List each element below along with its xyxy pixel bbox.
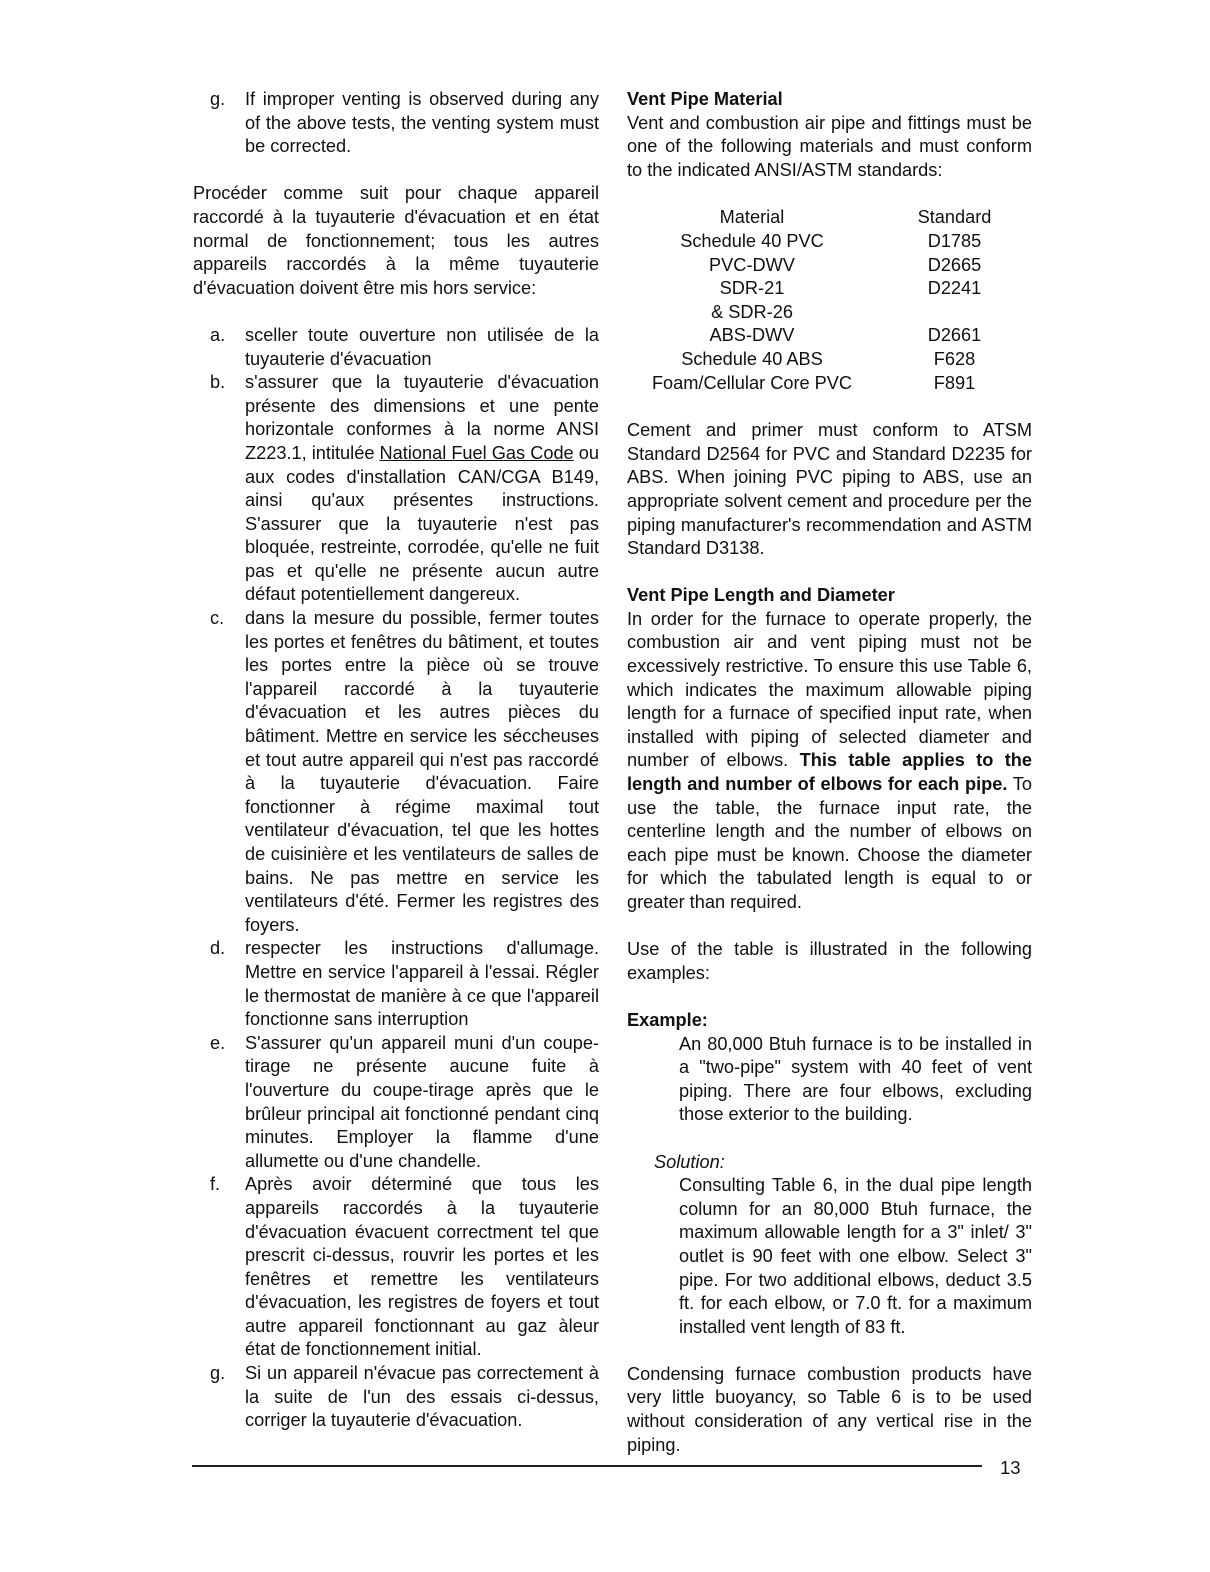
standard-cell: D2661 <box>927 325 982 346</box>
list-marker: d. <box>210 938 226 959</box>
list-marker: g. <box>210 1363 226 1384</box>
vent-length-text: In order for the furnace to operate properly, the combustion air and vent piping must not be excessively restrictive. To ensure this use Table 6, which indicates the maximum allowable piping length for a furnace of specified input rate, when installed with piping of selected diameter and number of elbows. <box>627 608 1032 771</box>
table-row <box>627 324 1032 348</box>
solution-label: Solution: <box>654 1151 725 1172</box>
list-item-text: S'assurer qu'un appareil muni d'un coupe-tirage ne présente aucune fuite à l'ouverture du coupe-tirage après que le brûleur principal ait fonctionné pendant cinq minutes. Employer la flamme d'une allumette ou d'une chandelle. <box>245 1032 599 1171</box>
material-cell: Foam/Cellular Core PVC <box>651 372 853 393</box>
list-item-d <box>193 937 599 1031</box>
table-row <box>627 254 1032 278</box>
vent-pipe-material-heading: Vent Pipe Material <box>627 89 783 109</box>
list-item-g-english <box>193 88 599 159</box>
material-cell: PVC-DWV <box>709 254 795 275</box>
vent-length-bold-note: This table applies to the length and number of elbows for each pipe. <box>627 750 1032 795</box>
page-number: 13 <box>1000 1457 1021 1478</box>
material-cell: & SDR-26 <box>711 301 793 322</box>
table-header-row <box>627 206 1032 230</box>
left-column <box>193 88 599 1433</box>
french-list <box>193 324 599 1433</box>
vent-length-paragraph <box>627 608 1032 915</box>
vent-pipe-length-heading: Vent Pipe Length and Diameter <box>627 585 895 606</box>
list-marker: e. <box>210 1032 226 1053</box>
table-row <box>627 372 1032 396</box>
table-row <box>627 277 1032 301</box>
material-cell: SDR-21 <box>719 278 785 299</box>
list-item-g-french <box>193 1362 599 1433</box>
material-cell: Schedule 40 ABS <box>681 348 823 369</box>
list-item-b <box>193 371 599 607</box>
list-item-text: s'assurer que la tuyauterie d'évacuation présente des dimensions et une pente horizontale conformes à la norme ANSI Z223.1, intitulée <box>245 372 599 463</box>
solution-text: Consulting Table 6, in the dual pipe length column for an 80,000 Btuh furnace, the maximum allowable length for a 3" inlet/ 3" outlet is 90 feet with one elbow. Select 3" pipe. For two additional elbows, deduct 3.5 ft. for each elbow, or 7.0 ft. for a maximum installed vent length of 83 ft. <box>679 1175 1032 1337</box>
list-item-text: Si un appareil n'évacue pas correctement à la suite de l'un des essais ci-dessus, corriger la tuyauterie d'évacuation. <box>245 1363 599 1431</box>
table-row <box>627 301 1032 325</box>
material-cell: ABS-DWV <box>709 325 795 346</box>
material-standards-table <box>627 206 1032 395</box>
table-row <box>627 230 1032 254</box>
table-header-material: Material <box>719 207 785 228</box>
standard-cell: F628 <box>933 348 976 369</box>
table-usage-intro: Use of the table is illustrated in the following examples: <box>627 939 1032 983</box>
table-row <box>627 348 1032 372</box>
list-marker: g. <box>210 89 226 109</box>
right-column <box>627 88 1032 1481</box>
list-item-text: respecter les instructions d'allumage. Mettre en service l'appareil à l'essai. Régler le thermostat de manière à ce que l'appareil fonctionne sans interruption <box>245 938 599 1030</box>
code-title-underlined: National Fuel Gas Code <box>379 442 574 463</box>
french-intro-paragraph: Procéder comme suit pour chaque appareil raccordé à la tuyauterie d'évacuation et en état normal de fonctionnement; tous les autres appareils raccordés à la même tuyauterie d'évacuation doivent être mis hors service: <box>193 183 599 298</box>
list-item-c <box>193 607 599 937</box>
standard-cell <box>877 301 1032 325</box>
list-marker: f. <box>210 1174 221 1195</box>
standard-cell: D1785 <box>927 230 982 251</box>
footer-rule <box>192 1465 982 1467</box>
list-item-text: sceller toute ouverture non utilisée de la tuyauterie d'évacuation <box>245 324 599 369</box>
list-item-f <box>193 1173 599 1362</box>
table-header-standard: Standard <box>917 207 992 228</box>
list-item-a <box>193 324 599 371</box>
example-label: Example: <box>627 1009 708 1030</box>
vent-length-text-continued: To use the table, the furnace input rate, the centerline length and the number of elbows on each pipe must be known. Choose the diameter for which the tabulated length is equal to or greater than required. <box>627 774 1032 912</box>
standard-cell: D2241 <box>927 278 982 299</box>
list-marker: c. <box>210 608 225 629</box>
list-marker: a. <box>210 324 226 345</box>
condensing-note-paragraph: Condensing furnace combustion products have very little buoyancy, so Table 6 is to be used without consideration of any vertical rise in the piping. <box>627 1363 1032 1455</box>
vent-material-intro: Vent and combustion air pipe and fittings must be one of the following materials and must conform to the indicated ANSI/ASTM standards: <box>627 112 1032 180</box>
list-item-text: If improper venting is observed during any of the above tests, the venting system must be corrected. <box>245 89 599 157</box>
cement-primer-paragraph: Cement and primer must conform to ATSM Standard D2564 for PVC and Standard D2235 for ABS. When joining PVC piping to ABS, use an appropriate solvent cement and procedure per the piping manufacturer's recommendation and ASTM Standard D3138. <box>627 420 1032 559</box>
list-item-text: dans la mesure du possible, fermer toutes les portes et fenêtres du bâtiment, et toutes les portes entre la pièce où se trouve l'appareil raccordé à la tuyauterie d'évacuation et les autres pièces du bâtiment. Mettre en service les séccheuses et tout autre appareil qui n'est pas raccordé à la tuyauterie d'évacuation. Faire fonctionner à régime maximal tout ventilateur d'évacuation, tel que les hottes de cuisinière et les ventilateurs de salles de bains. Ne pas mettre en service les ventilateurs d'été. Fermer les registres des foyers. <box>245 608 599 935</box>
standard-cell: F891 <box>933 372 976 393</box>
list-item-text-continued: ou aux codes d'installation CAN/CGA B149, ainsi qu'aux présentes instructions. S'assurer que la tuyauterie n'est pas bloquée, restreinte, corrodée, qu'elle ne fuit pas et qu'elle ne présente aucun autre défaut potentiellement dangereux. <box>245 442 599 605</box>
material-cell: Schedule 40 PVC <box>680 230 824 251</box>
list-item-text: Après avoir déterminé que tous les appareils raccordés à la tuyauterie d'évacuation évacuent correctment tel que prescrit ci-dessus, rouvrir les portes et les fenêtres et remettre les ventilateurs d'évacuation, les registres de foyers et tout autre appareil fonctionnant au gaz àleur état de fonctionnement initial. <box>245 1174 599 1360</box>
example-text: An 80,000 Btuh furnace is to be installed in a "two-pipe" system with 40 feet of vent piping. There are four elbows, excluding those exterior to the building. <box>679 1033 1032 1125</box>
standard-cell: D2665 <box>927 254 982 275</box>
list-marker: b. <box>210 372 226 393</box>
list-item-e <box>193 1032 599 1174</box>
english-list-continuation <box>193 88 599 159</box>
